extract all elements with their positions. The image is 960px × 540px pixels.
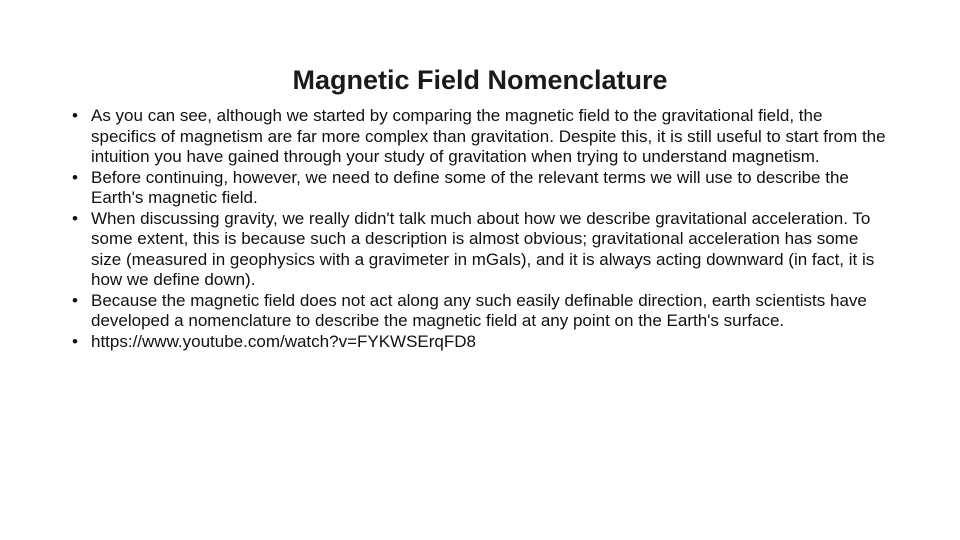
bullet-icon: •	[72, 290, 78, 310]
bullet-item-comparison	[72, 106, 892, 168]
video-link[interactable]: https://www.youtube.com/watch?v=FYKWSErqFD8	[91, 331, 477, 351]
bullet-text: Because the magnetic field does not act along any such easily definable direction, earth scientists have developed a nomenclature to describe the magnetic field at any point on the Earth's surface.	[91, 290, 867, 330]
bullet-list	[72, 106, 892, 352]
bullet-text: Before continuing, however, we need to define some of the relevant terms we will use to describe the Earth's magnetic field.	[91, 167, 849, 207]
bullet-text: When discussing gravity, we really didn't talk much about how we describe gravitational acceleration. To some extent, this is because such a description is almost obvious; gravitational acceleration has some size (measured in geophysics with a gravimeter in mGals), and it is always acting downward (in fact, it is how we define down).	[91, 208, 875, 289]
bullet-icon: •	[72, 208, 78, 228]
bullet-item-magnetic-direction	[72, 291, 892, 332]
bullet-item-gravity	[72, 209, 892, 291]
bullet-icon: •	[72, 106, 78, 125]
bullet-text: As you can see, although we started by comparing the magnetic field to the gravitational field, the specifics of magnetism are far more complex than gravitation. Despite this, it is still useful to start from the intuition you have gained through your study of gravitation when trying to understand magnetism.	[91, 106, 886, 166]
slide-title: Magnetic Field Nomenclature	[292, 65, 668, 95]
bullet-icon: •	[72, 167, 78, 187]
bullet-icon: •	[72, 331, 78, 351]
bullet-item-define-terms	[72, 168, 892, 209]
bullet-item-link	[72, 332, 892, 353]
